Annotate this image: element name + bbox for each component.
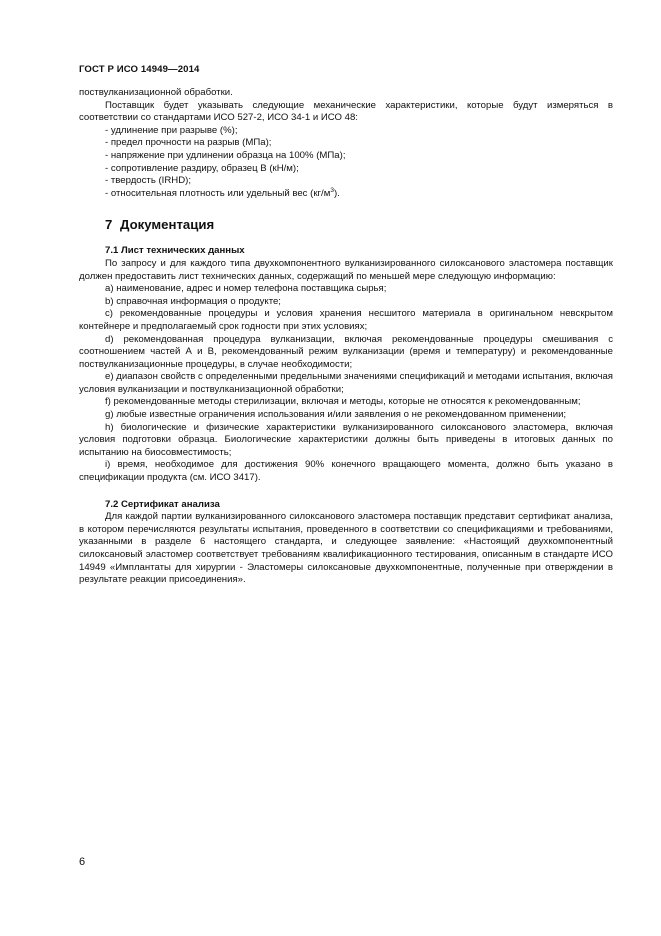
- list-item: - твердость (IRHD);: [105, 175, 191, 187]
- list-item: h) биологические и физические характеристики вулканизированного силоксанового эластомера, включая условия подготовки образца. Биологические характеристики должны быть приведены в итоговых данных по испытанию на биосовместимость;: [79, 421, 613, 458]
- list-item: d) рекомендованная процедура вулканизации, включая рекомендованные процедуры смешивания с соотношением частей А и В, рекомендованный режим вулканизации (время и температуру) и рекомендованные поствулканизационные процедуры, в случае необходимости;: [79, 333, 613, 370]
- page-content: [79, 87, 613, 587]
- section-number: 7: [105, 217, 113, 233]
- superscript-cubed: 3: [330, 186, 334, 194]
- subsection-7-2-text: Для каждой партии вулканизированного силоксанового эластомера поставщик представит сертификат анализа, в котором перечисляются результаты испытания, проведенного в соответствии со спецификациями и требованиями, указанными в разделе 6 настоящего стандарта, и следующее заявление: «Настоящий двухкомпонентный силоксановый эластомер соответствует требованиям квалификационного тестирования, описанным в стандарте ИСО 14949 «Имплантаты для хирургии - Эластомеры силоксановые двухкомпонентные, полученные при отверждении в результате реакции присоединения».: [79, 511, 613, 586]
- list-item: e) диапазон свойств с определенными предельными значениями спецификаций и методами испытания, включая условия вулканизации и поствулканизационной обработки;: [79, 371, 613, 395]
- subsection-heading-7-1: 7.1 Лист технических данных: [105, 245, 245, 257]
- density-text: - относительная плотность или удельный вес (кг/м: [105, 187, 331, 199]
- subsection-heading-7-2: 7.2 Сертификат анализа: [105, 498, 220, 510]
- page-number: 6: [79, 856, 86, 868]
- mechanical-characteristics-paragraph: Поставщик будет указывать следующие механические характеристики, которые будут измеряться в соответствии со стандартами ИСО 527-2, ИСО 34-1 и ИСО 48:: [79, 99, 613, 124]
- list-item: c) рекомендованные процедуры и условия хранения несшитого материала в оригинальном невскрытом контейнере и предполагаемый срок годности при этих условиях;: [79, 308, 613, 332]
- density-suffix: ).: [333, 187, 340, 199]
- continuation-text: поствулканизационной обработки.: [79, 87, 233, 98]
- page-header-standard-title: ГОСТ Р ИСО 14949—2014: [79, 64, 200, 75]
- list-item: а) наименование, адрес и номер телефона поставщика сырья;: [105, 283, 387, 295]
- list-item: - сопротивление раздиру, образец В (кН/м);: [105, 162, 299, 174]
- list-item: b) справочная информация о продукте;: [105, 295, 281, 307]
- list-item: f) рекомендованные методы стерилизации, включая и методы, которые не относятся к рекомендованным;: [105, 396, 581, 408]
- list-item-density: [79, 188, 613, 201]
- list-item: - удлинение при разрыве (%);: [105, 124, 238, 136]
- list-item: i) время, необходимое для достижения 90% конечного вращающего момента, должно быть указано в спецификации продукта (см. ИСО 3417).: [79, 459, 613, 484]
- subsection-7-1-intro: По запросу и для каждого типа двухкомпонентного вулканизированного силоксанового эластомера поставщик должен предоставить лист технических данных, содержащий по меньшей мере следующую информацию:: [79, 257, 613, 282]
- section-heading: [105, 217, 613, 233]
- list-item: - напряжение при удлинении образца на 100% (МПа);: [105, 149, 346, 161]
- section-title: Документация: [120, 217, 215, 233]
- list-item: - предел прочности на разрыв (МПа);: [105, 137, 272, 149]
- list-item: g) любые известные ограничения использования и/или заявления о не рекомендованном применении;: [105, 409, 567, 421]
